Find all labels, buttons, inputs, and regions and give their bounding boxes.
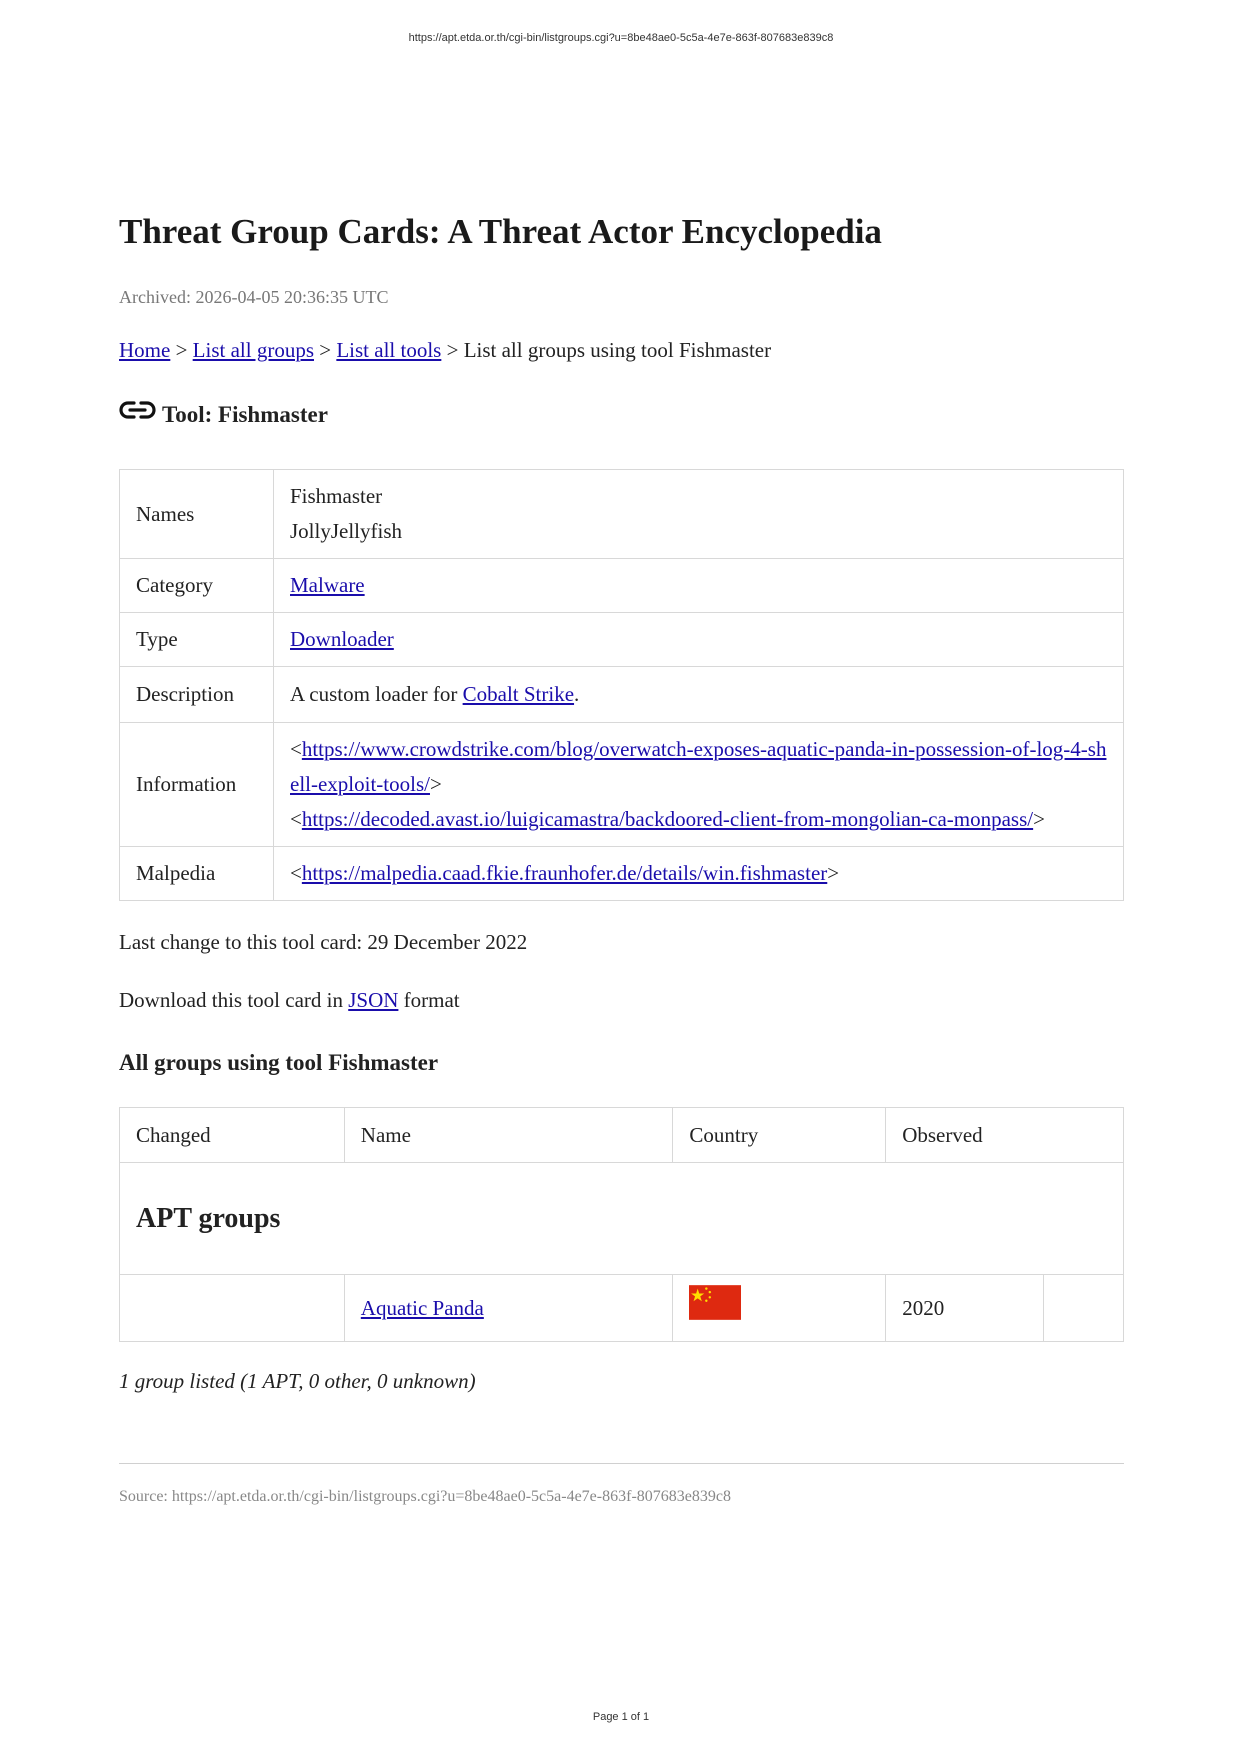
table-row — [120, 723, 1124, 847]
table-row — [120, 559, 1124, 613]
breadcrumb-separator: > — [314, 338, 337, 362]
angle-bracket: > — [429, 772, 442, 796]
download-suffix: format — [398, 988, 460, 1012]
table-header-row — [120, 1108, 1124, 1163]
extra-cell — [1044, 1275, 1124, 1342]
changed-cell — [120, 1275, 345, 1342]
observed-cell: 2020 — [886, 1275, 1044, 1342]
breadcrumb — [119, 338, 771, 363]
angle-bracket: < — [290, 807, 302, 831]
avast-link[interactable]: https://decoded.avast.io/luigicamastra/backdoored-client-from-mongolian-ca-monpass/ — [301, 807, 1034, 831]
description-value — [274, 667, 1124, 723]
description-text: A custom loader for — [290, 682, 463, 706]
table-row — [120, 470, 1124, 559]
divider — [119, 1463, 1124, 1464]
groups-summary: 1 group listed (1 APT, 0 other, 0 unknown) — [119, 1369, 476, 1393]
groups-heading: All groups using tool Fishmaster — [119, 1050, 439, 1075]
last-change-text: Last change to this tool card: 29 December 2022 — [119, 930, 528, 954]
name-cell — [344, 1275, 673, 1342]
column-header-name: Name — [344, 1108, 673, 1163]
link-icon — [119, 398, 156, 424]
tool-name: JollyJellyfish — [290, 519, 403, 543]
angle-bracket: > — [827, 861, 840, 885]
category-value — [274, 559, 1124, 613]
breadcrumb-separator: > — [441, 338, 464, 362]
names-label: Names — [120, 470, 274, 559]
names-value — [274, 470, 1124, 559]
angle-bracket: < — [290, 861, 302, 885]
breadcrumb-separator: > — [170, 338, 193, 362]
page-number: Page 1 of 1 — [592, 1711, 650, 1723]
malpedia-link[interactable]: https://malpedia.caad.fkie.fraunhofer.de/details/win.fishmaster — [301, 861, 828, 885]
download-prefix: Download this tool card in — [119, 988, 349, 1012]
category-link[interactable]: Malware — [290, 573, 365, 597]
json-download-link[interactable]: JSON — [348, 988, 399, 1012]
tool-info-table — [119, 469, 1124, 901]
tool-heading — [119, 402, 328, 428]
column-header-country: Country — [673, 1108, 886, 1163]
type-label: Type — [120, 613, 274, 667]
information-entry — [290, 802, 1107, 837]
column-header-changed: Changed — [120, 1108, 345, 1163]
breadcrumb-list-tools-link[interactable]: List all tools — [336, 338, 442, 362]
table-row — [120, 1275, 1124, 1342]
page-header-url: https://apt.etda.or.th/cgi-bin/listgroups.cgi?u=8be48ae0-5c5a-4e7e-863f-807683e839c8 — [408, 32, 834, 44]
section-row — [120, 1163, 1124, 1275]
china-flag-icon — [689, 1285, 741, 1320]
breadcrumb-current: List all groups using tool Fishmaster — [463, 338, 772, 362]
breadcrumb-list-groups-link[interactable]: List all groups — [192, 338, 314, 362]
tool-name: Fishmaster — [290, 484, 383, 508]
information-value — [274, 723, 1124, 847]
type-link[interactable]: Downloader — [290, 627, 394, 651]
aquatic-panda-link[interactable]: Aquatic Panda — [360, 1295, 484, 1320]
breadcrumb-home-link[interactable]: Home — [119, 338, 171, 362]
archived-timestamp: Archived: 2026-04-05 20:36:35 UTC — [119, 287, 389, 307]
crowdstrike-link[interactable]: https://www.crowdstrike.com/blog/overwatch-exposes-aquatic-panda-in-possession-of-log-4-shell-exploit-tools/ — [290, 737, 1107, 796]
angle-bracket: > — [1033, 807, 1045, 831]
category-label: Category — [120, 559, 274, 613]
malpedia-value — [274, 847, 1124, 901]
tool-heading-text: Tool: Fishmaster — [162, 402, 328, 427]
malpedia-label: Malpedia — [120, 847, 274, 901]
cobalt-strike-link[interactable]: Cobalt Strike — [462, 682, 575, 706]
angle-bracket: < — [290, 737, 302, 761]
table-row — [120, 847, 1124, 901]
table-row — [120, 667, 1124, 723]
download-line — [119, 988, 460, 1013]
page-title: Threat Group Cards: A Threat Actor Encyclopedia — [119, 212, 882, 251]
information-entry — [290, 732, 1107, 802]
information-label: Information — [120, 723, 274, 847]
column-header-observed: Observed — [886, 1108, 1124, 1163]
type-value — [274, 613, 1124, 667]
groups-table — [119, 1107, 1124, 1342]
apt-groups-heading: APT groups — [120, 1163, 1124, 1275]
description-text: . — [574, 682, 580, 706]
country-cell — [673, 1275, 886, 1342]
source-text: Source: https://apt.etda.or.th/cgi-bin/listgroups.cgi?u=8be48ae0-5c5a-4e7e-863f-807683e839c8 — [119, 1488, 731, 1505]
table-row — [120, 613, 1124, 667]
description-label: Description — [120, 667, 274, 723]
